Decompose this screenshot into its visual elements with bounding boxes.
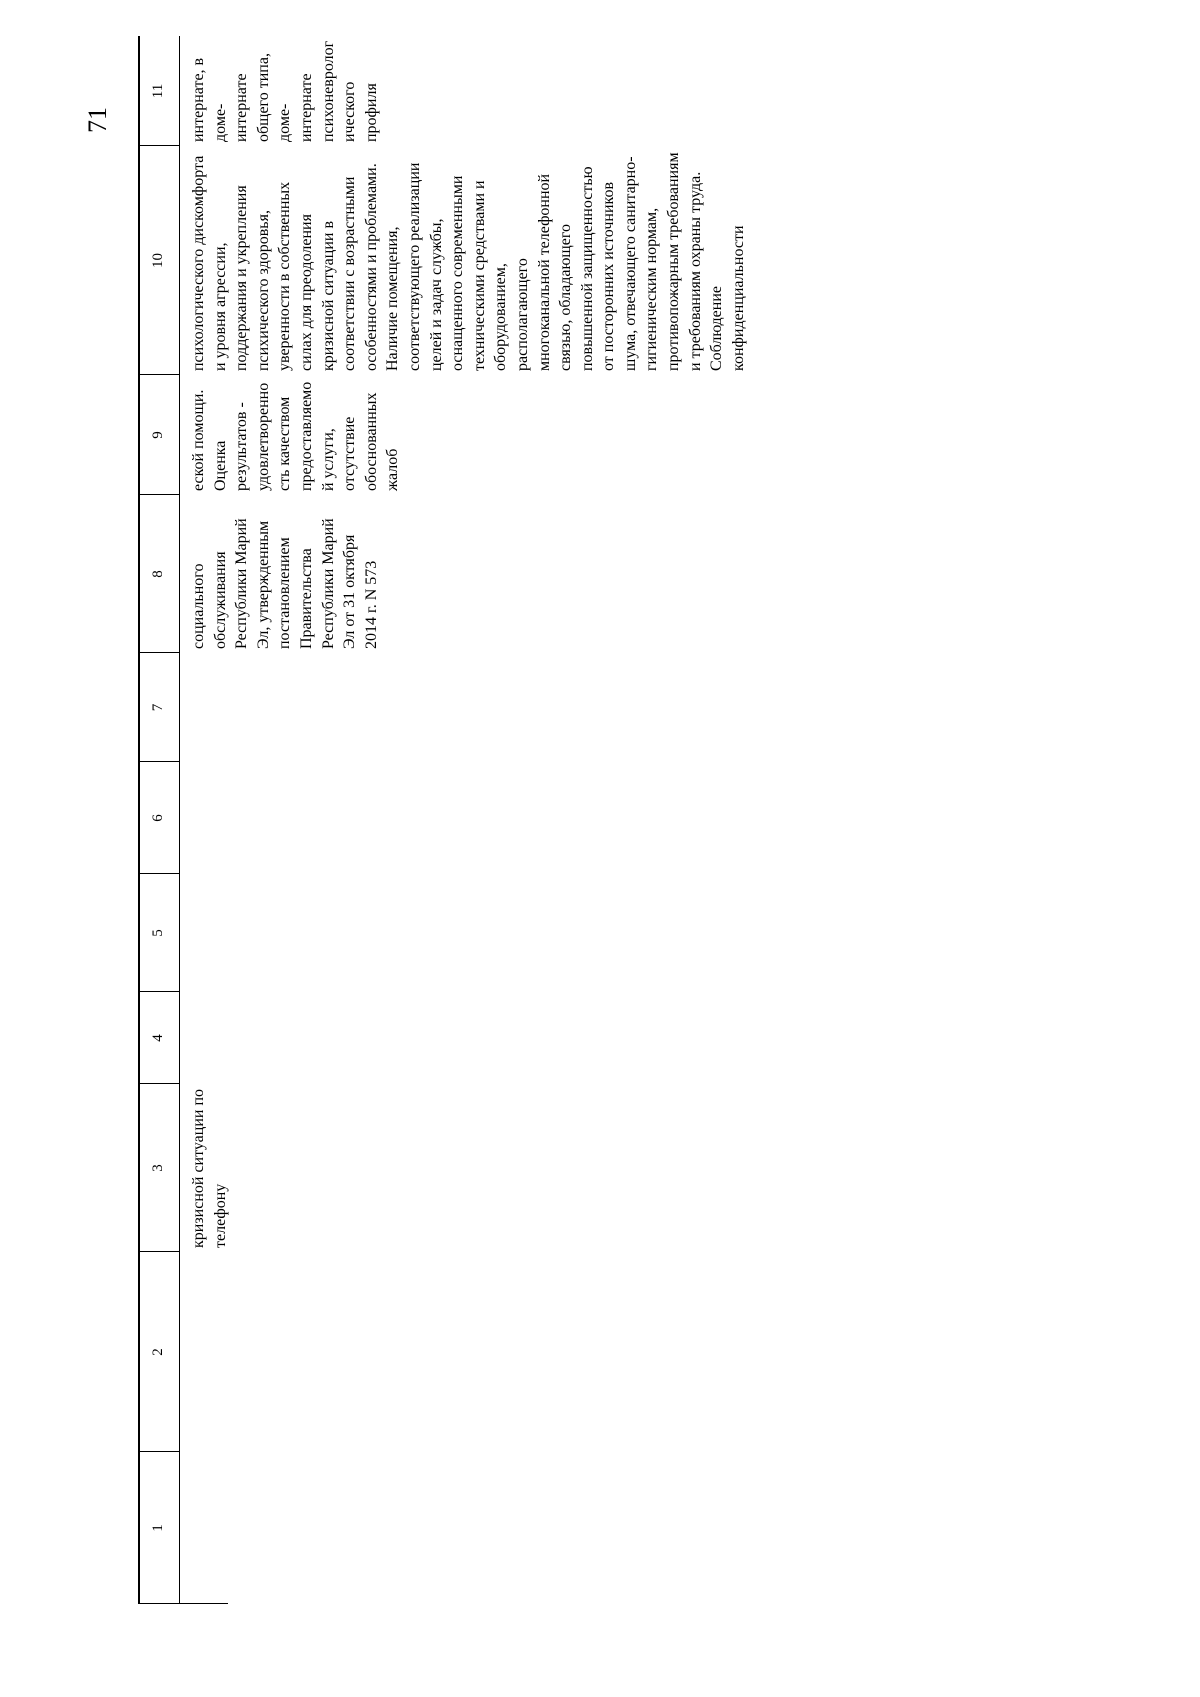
column-number: 6 bbox=[150, 814, 166, 822]
column-number: 3 bbox=[150, 1164, 166, 1172]
rotated-table-container bbox=[138, 36, 1038, 1604]
services-table bbox=[138, 36, 1038, 1604]
column-number: 10 bbox=[150, 253, 166, 268]
cell-col8: социального обслуживания Республики Марий Эл, утвержденным постановлением Правительства Республики Марий Эл от 31 октября 2014 г. N 573 bbox=[190, 518, 380, 649]
column-number: 8 bbox=[150, 570, 166, 578]
cell-col9: еской помощи. Оценка результатов - удовлетворенность качеством предоставляемой услуги, отсутствие обоснованных жалоб bbox=[190, 381, 402, 491]
column-number: 5 bbox=[150, 929, 166, 937]
cell-col11: интернате, в доме-интернате общего типа, доме-интернате психоневрологического профиля bbox=[190, 40, 380, 142]
column-number: 7 bbox=[150, 703, 166, 712]
column-number: 2 bbox=[150, 1348, 166, 1356]
cell-col10: психологического дискомфорта и уровня агрессии, поддержания и укрепления психического здоровья, уверенности в собственных силах для преодоления кризисной ситуации в соответствии с возрастными особенностями и проблемами. Наличие помещения, соответствующего реализации целей и задач службы, оснащенного современными техническими средствами и оборудованием, располагающего многоканальной телефонной связью, обладающего повышенной защищенностью от посторонних источников шума, отвечающего санитарно-гигиеническим нормам, противопожарным требованиям и требованиям охраны труда. Соблюдение конфиденциальности bbox=[190, 152, 747, 371]
column-number: 9 bbox=[150, 431, 166, 439]
cell-col3: кризисной ситуации по телефону bbox=[190, 1088, 229, 1248]
table-header-border bbox=[179, 36, 180, 1604]
column-number: 4 bbox=[150, 1034, 166, 1042]
column-number: 1 bbox=[150, 1524, 166, 1532]
page-number: 71 bbox=[83, 107, 112, 133]
column-number: 11 bbox=[150, 83, 166, 99]
